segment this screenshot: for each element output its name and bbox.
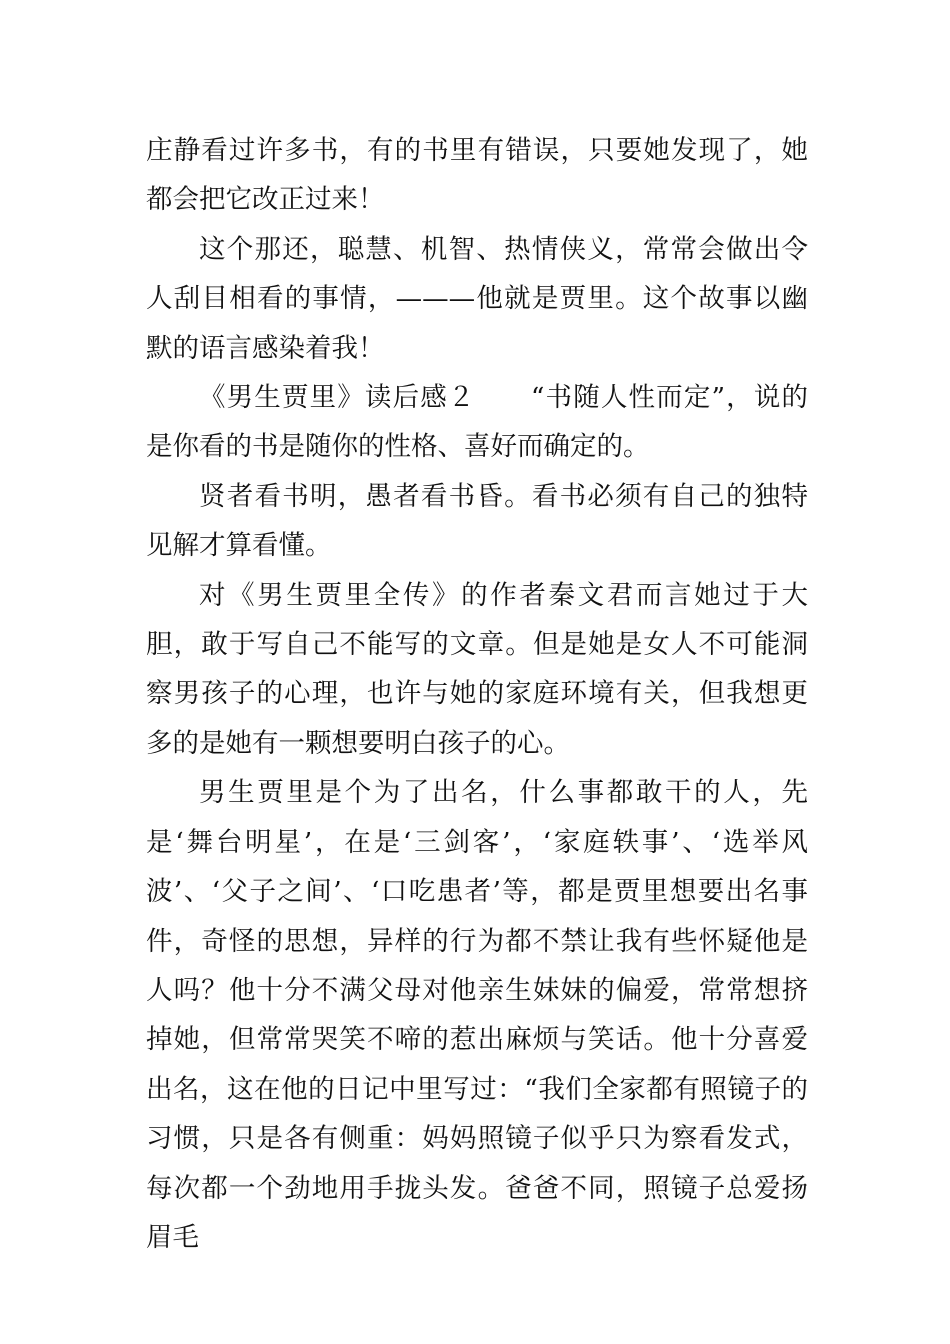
paragraph-2: 这个那还，聪慧、机智、热情侠义，常常会做出令人刮目相看的事情，———他就是贾里。这个故事以幽默的语言感染着我！ <box>146 233 808 364</box>
paragraph-5: 对《男生贾里全传》的作者秦文君而言她过于大胆，敢于写自己不能写的文章。但是她是女人不可能洞察男孩子的心理，也许与她的家庭环境有关，但我想更多的是她有一颗想要明白孩子的心。 <box>146 579 808 759</box>
paragraph-1: 庄静看过许多书，有的书里有错误，只要她发现了，她都会把它改正过来！ <box>146 135 808 216</box>
paragraph-6: 男生贾里是个为了出名，什么事都敢干的人，先是‘舞台明星’，在是‘三剑客’，‘家庭轶事’、‘选举风波’、‘父子之间’、‘口吃患者’等，都是贾里想要出名事件，奇怪的思想，异样的行为都不禁让我有些怀疑他是人吗？他十分不满父母对他亲生妹妹的偏爱，常常想挤掉她，但常常哭笑不啼的惹出麻烦与笑话。他十分喜爱出名，这在他的日记中里写过：“我们全家都有照镜子的习惯，只是各有侧重：妈妈照镜子似乎只为察看发式，每次都一个劲地用手拢头发。爸爸不同，照镜子总爱扬眉毛 <box>146 777 808 1253</box>
document-body <box>146 126 808 1262</box>
paragraph-4: 贤者看书明，愚者看书昏。看书必须有自己的独特见解才算看懂。 <box>146 480 808 562</box>
paragraph-3: 《男生贾里》读后感２ “书随人性而定”，说的是你看的书是随你的性格、喜好而确定的。 <box>146 382 808 463</box>
